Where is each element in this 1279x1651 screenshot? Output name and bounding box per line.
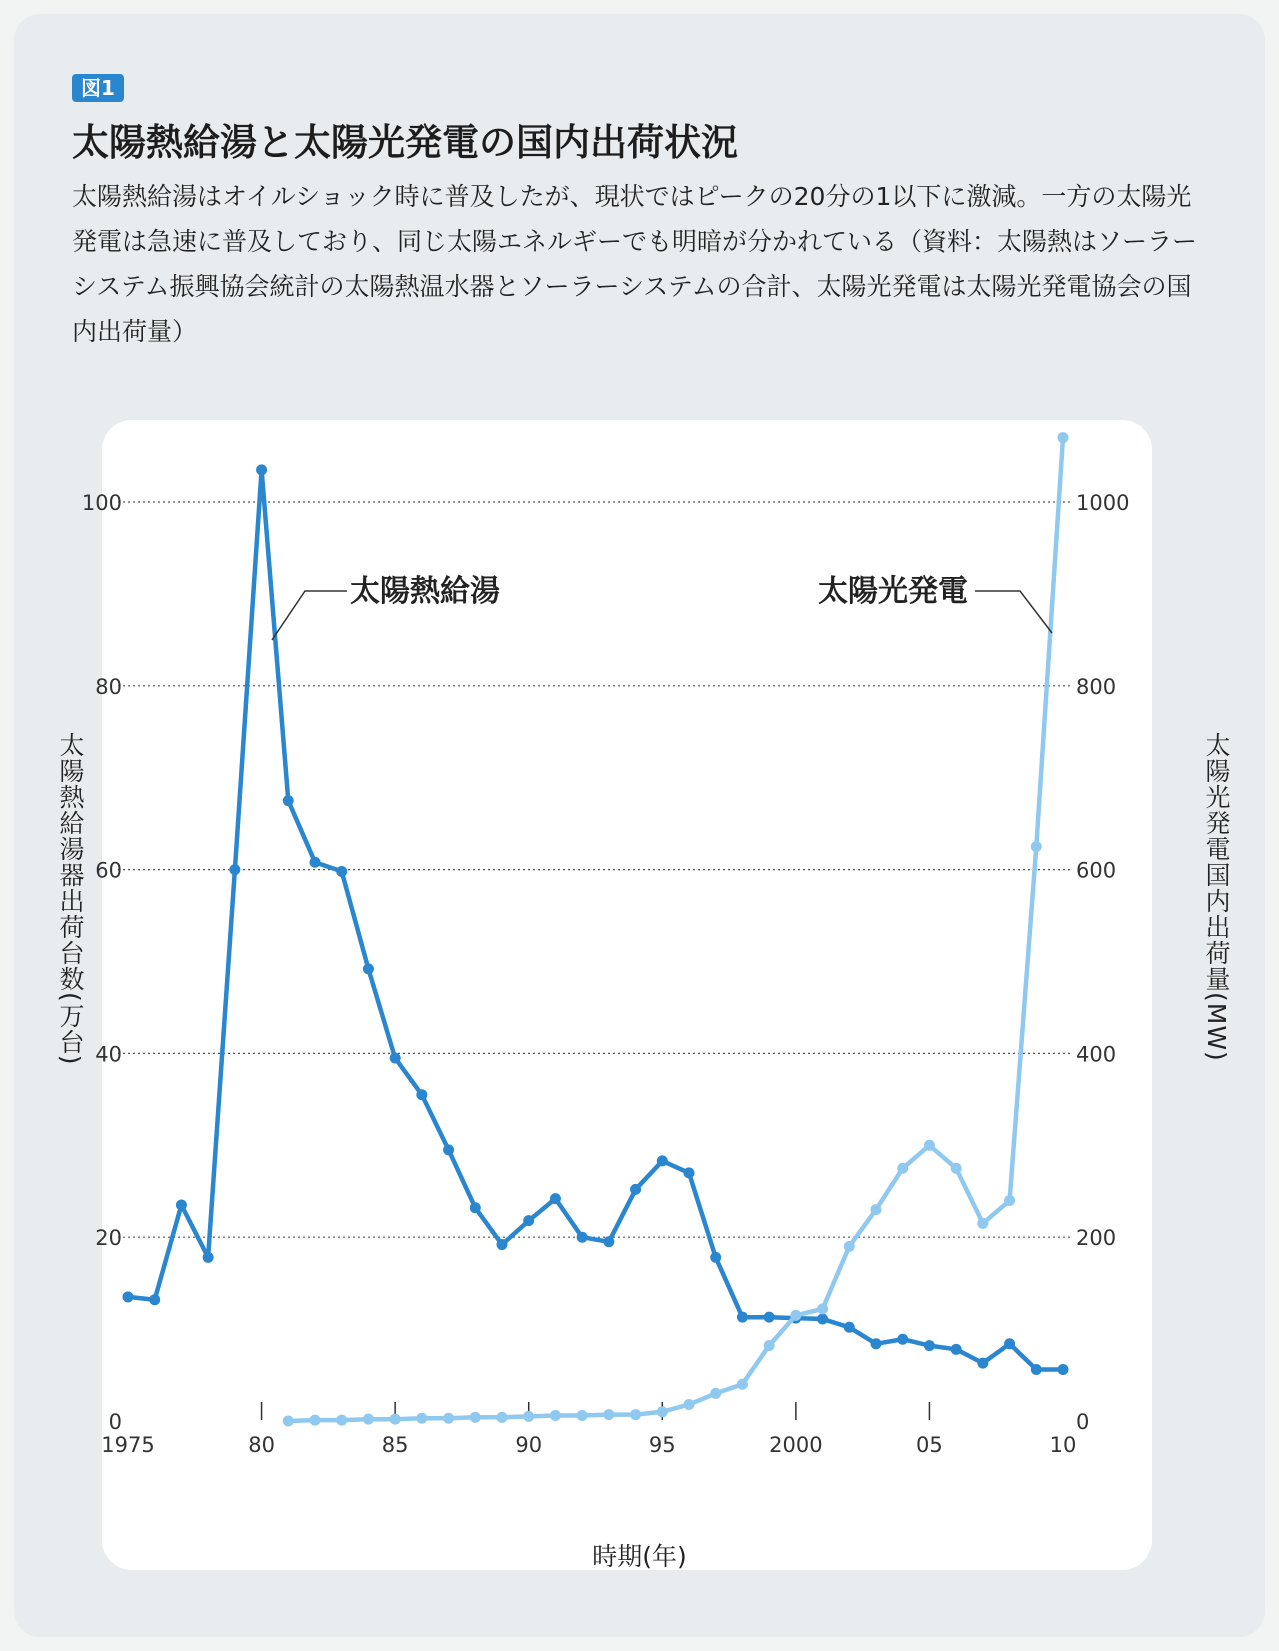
data-point	[1004, 1195, 1015, 1206]
x-tick-label: 10	[1049, 1433, 1077, 1457]
data-point	[550, 1410, 561, 1421]
data-point	[977, 1358, 988, 1369]
y-right-tick-label: 1000	[1076, 491, 1130, 515]
y-left-tick-label: 60	[95, 858, 122, 883]
y-right-tick-label: 600	[1076, 858, 1117, 883]
data-point	[283, 1416, 294, 1427]
data-point	[443, 1144, 454, 1155]
data-point	[630, 1409, 641, 1420]
data-point	[416, 1089, 427, 1100]
data-point	[844, 1241, 855, 1252]
x-tick-label: 95	[648, 1433, 676, 1457]
x-tick-label: 90	[515, 1433, 543, 1457]
data-point	[390, 1052, 401, 1063]
data-point	[1004, 1338, 1015, 1349]
y-left-tick-label: 100	[81, 491, 122, 515]
data-point	[336, 866, 347, 877]
data-point	[710, 1252, 721, 1263]
data-point	[470, 1202, 481, 1213]
data-point	[203, 1252, 214, 1263]
data-point	[924, 1140, 935, 1151]
data-point	[1058, 1364, 1069, 1375]
data-point	[310, 1415, 321, 1426]
x-tick-label: 2000	[769, 1433, 823, 1457]
x-axis-title: 時期(年)	[592, 1542, 687, 1571]
data-point	[764, 1312, 775, 1323]
data-point	[497, 1412, 508, 1423]
data-point	[737, 1379, 748, 1390]
data-point	[577, 1232, 588, 1243]
x-tick-label: 80	[248, 1433, 275, 1457]
data-point	[1031, 841, 1042, 852]
data-point	[176, 1200, 187, 1211]
data-point	[897, 1163, 908, 1174]
data-point	[817, 1303, 828, 1314]
data-point	[550, 1193, 561, 1204]
data-point	[657, 1155, 668, 1166]
data-point	[684, 1167, 695, 1178]
gridlines	[118, 502, 1072, 1237]
data-point	[229, 864, 240, 875]
x-tick-label: 1975	[101, 1433, 155, 1457]
data-point	[603, 1409, 614, 1420]
annotation-layer	[272, 574, 1052, 640]
data-point	[684, 1399, 695, 1410]
x-tick-label: 05	[916, 1433, 943, 1457]
x-tick-label: 85	[381, 1433, 409, 1457]
y-right-tick-label: 400	[1076, 1042, 1117, 1067]
leader-line	[272, 591, 347, 640]
y-left-tick-label: 20	[95, 1226, 122, 1251]
data-point	[256, 464, 267, 475]
data-point	[1031, 1364, 1042, 1375]
data-point	[764, 1340, 775, 1351]
data-point	[710, 1388, 721, 1399]
data-point	[149, 1294, 160, 1305]
data-point	[416, 1413, 427, 1424]
y-right-tick-label: 0	[1076, 1410, 1090, 1434]
data-point	[336, 1415, 347, 1426]
figure-badge: 図1	[72, 74, 124, 102]
y-axis-right	[1076, 491, 1129, 1434]
y-left-tick-label: 80	[95, 674, 122, 699]
data-point	[363, 963, 374, 974]
data-point	[283, 795, 294, 806]
data-point	[443, 1413, 454, 1424]
data-point	[523, 1215, 534, 1226]
data-point	[123, 1291, 134, 1302]
y-left-tick-label: 40	[95, 1042, 122, 1067]
series-label-solar-thermal: 太陽熱給湯	[350, 574, 500, 609]
data-point	[523, 1411, 534, 1422]
data-point	[310, 857, 321, 868]
data-point	[470, 1412, 481, 1423]
data-point	[657, 1406, 668, 1417]
data-point	[871, 1338, 882, 1349]
data-point	[951, 1163, 962, 1174]
data-point	[844, 1322, 855, 1333]
data-point	[977, 1218, 988, 1229]
data-point	[390, 1414, 401, 1425]
series-label-solar-pv: 太陽光発電	[818, 574, 968, 609]
data-point	[603, 1236, 614, 1247]
data-point	[497, 1239, 508, 1250]
figure-title: 太陽熱給湯と太陽光発電の国内出荷状況	[72, 121, 738, 164]
x-axis	[101, 1402, 1076, 1457]
data-point	[951, 1344, 962, 1355]
leader-line	[975, 591, 1052, 633]
data-point	[577, 1410, 588, 1421]
y-left-tick-label: 0	[108, 1410, 122, 1434]
data-point	[924, 1340, 935, 1351]
figure-caption: 太陽熱給湯はオイルショック時に普及したが、現状ではピークの20分の1以下に激減。一方の太陽光発電は急速に普及しており、同じ太陽エネルギーでも明暗が分かれている（資料：太陽熱はソーラーシステム振興協会統計の太陽熱温水器とソーラーシステムの合計、太陽光発電は太陽光発電協会の国内出荷量）	[72, 182, 1198, 346]
y-axis-left-title: 太陽熱給湯器出荷台数(万台)	[56, 732, 85, 1066]
data-point	[1058, 432, 1069, 443]
data-point	[790, 1310, 801, 1321]
y-axis-right-title: 太陽光発電国内出荷量(MW)	[1202, 732, 1231, 1062]
y-right-tick-label: 800	[1076, 674, 1117, 699]
data-point	[871, 1204, 882, 1215]
y-right-tick-label: 200	[1076, 1226, 1117, 1251]
data-point	[817, 1313, 828, 1324]
data-point	[737, 1312, 748, 1323]
data-point	[630, 1184, 641, 1195]
data-point	[363, 1414, 374, 1425]
data-point	[897, 1334, 908, 1345]
